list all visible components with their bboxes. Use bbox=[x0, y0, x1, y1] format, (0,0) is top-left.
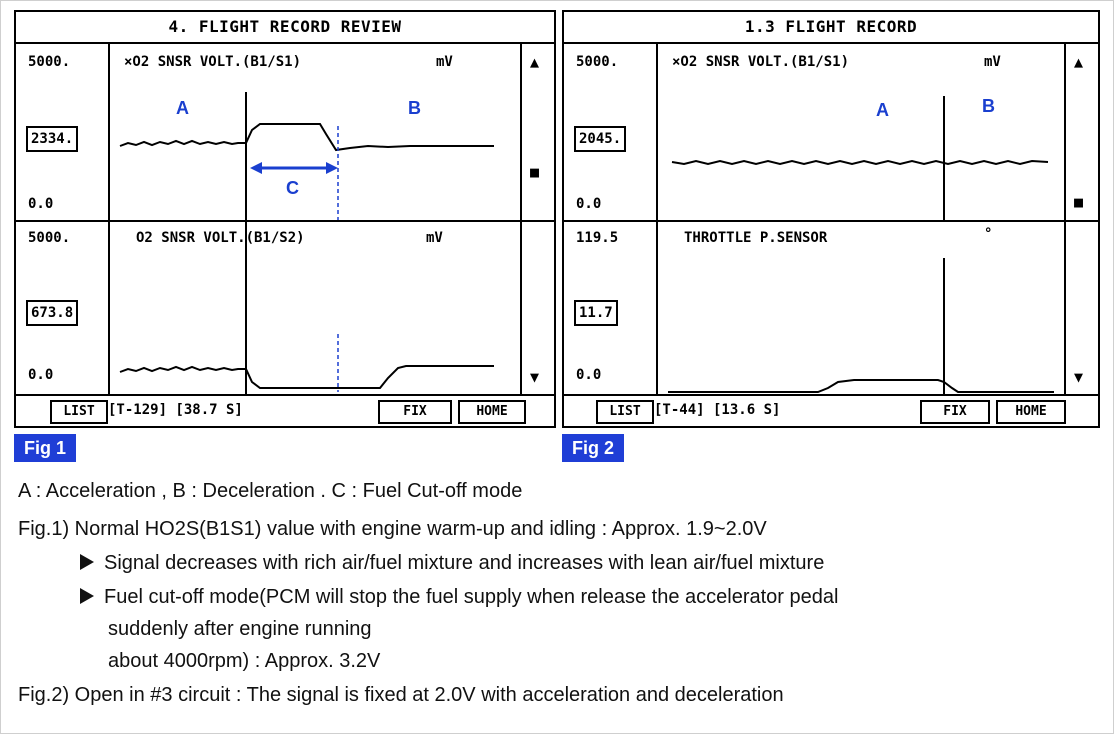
fig1-scrollbar-divider bbox=[520, 44, 522, 394]
fig1-scanner-screen bbox=[14, 10, 556, 428]
fig1-fix-button[interactable]: FIX bbox=[378, 400, 452, 424]
fig1-bullet-fuel-cut-cont2: about 4000rpm) : Approx. 3.2V bbox=[108, 650, 381, 672]
fig2-top-sensor-name: ×O2 SNSR VOLT.(B1/S1) bbox=[672, 54, 850, 70]
fig2-home-button[interactable]: HOME bbox=[996, 400, 1066, 424]
fig2-top-unit: mV bbox=[984, 54, 1001, 70]
fig2-scrollbar-divider bbox=[1064, 44, 1066, 394]
fig2-scanner-screen bbox=[562, 10, 1100, 428]
fig2-scroll-up-icon[interactable]: ▲ bbox=[1074, 53, 1084, 71]
bullet-text: Signal decreases with rich air/fuel mixture and increases with lean air/fuel mixture bbox=[104, 552, 825, 574]
fig1-top-current-value: 2334. bbox=[26, 126, 78, 152]
fig1-bullet-signal bbox=[80, 552, 824, 575]
fig1-screen-title: 4. FLIGHT RECORD REVIEW bbox=[16, 12, 554, 44]
fig2-bottom-sensor-name: THROTTLE P.SENSOR bbox=[684, 230, 828, 246]
fig2-scroll-down-icon[interactable]: ▼ bbox=[1074, 368, 1084, 386]
fig1-description: Fig.1) Normal HO2S(B1S1) value with engine warm-up and idling : Approx. 1.9~2.0V bbox=[18, 518, 767, 540]
fig2-scroll-thumb-icon[interactable]: ■ bbox=[1074, 193, 1084, 211]
fig2-tag: Fig 2 bbox=[562, 434, 624, 462]
fig2-bottom-current-value: 11.7 bbox=[574, 300, 618, 326]
fig2-status-readout: [T-44] [13.6 S] bbox=[654, 402, 781, 418]
fig1-top-sensor-name: ×O2 SNSR VOLT.(B1/S1) bbox=[124, 54, 302, 70]
fig2-description: Fig.2) Open in #3 circuit : The signal is fixed at 2.0V with acceleration and deceleration bbox=[18, 684, 784, 706]
fig2-bottom-min: 0.0 bbox=[576, 367, 602, 383]
bullet-text: Fuel cut-off mode(PCM will stop the fuel supply when release the accelerator pedal bbox=[104, 586, 839, 608]
fig1-top-max: 5000. bbox=[28, 54, 71, 70]
fig2-top-waveform bbox=[658, 72, 1064, 220]
fig1-home-button[interactable]: HOME bbox=[458, 400, 526, 424]
fig1-top-waveform bbox=[110, 72, 520, 220]
fig1-annotation-a: A bbox=[176, 98, 189, 118]
fig1-scroll-up-icon[interactable]: ▲ bbox=[530, 53, 540, 71]
fig2-bottom-max: 119.5 bbox=[576, 230, 619, 246]
fig1-bottom-current-value: 673.8 bbox=[26, 300, 78, 326]
fig2-annotation-b: B bbox=[982, 96, 995, 116]
fig2-fix-button[interactable]: FIX bbox=[920, 400, 990, 424]
fig1-annotation-b: B bbox=[408, 98, 421, 118]
fig1-top-unit: mV bbox=[436, 54, 453, 70]
fig2-top-max: 5000. bbox=[576, 54, 619, 70]
fig2-bottom-waveform bbox=[658, 222, 1064, 394]
fig2-list-button[interactable]: LIST bbox=[596, 400, 654, 424]
fig1-status-readout: [T-129] [38.7 S] bbox=[108, 402, 243, 418]
fig1-list-button[interactable]: LIST bbox=[50, 400, 108, 424]
fig2-annotation-a: A bbox=[876, 100, 889, 120]
fig2-top-min: 0.0 bbox=[576, 196, 602, 212]
fig1-scroll-thumb-icon[interactable]: ■ bbox=[530, 163, 540, 181]
fig1-bottom-max: 5000. bbox=[28, 230, 71, 246]
fig1-top-min: 0.0 bbox=[28, 196, 54, 212]
fig1-bottom-waveform bbox=[110, 222, 520, 394]
legend-line: A : Acceleration , B : Deceleration . C : Fuel Cut-off mode bbox=[18, 480, 523, 502]
fig1-scroll-down-icon[interactable]: ▼ bbox=[530, 368, 540, 386]
fig2-bottom-unit: ° bbox=[984, 226, 993, 242]
fig1-bottom-min: 0.0 bbox=[28, 367, 54, 383]
fig2-screen-title: 1.3 FLIGHT RECORD bbox=[564, 12, 1098, 44]
bullet-arrow-icon bbox=[80, 588, 94, 604]
fig2-top-current-value: 2045. bbox=[574, 126, 626, 152]
fig1-annotation-c: C bbox=[286, 178, 299, 198]
bullet-arrow-icon bbox=[80, 554, 94, 570]
fig2-footer-divider bbox=[564, 394, 1098, 396]
fig1-footer-divider bbox=[16, 394, 554, 396]
fig1-bottom-sensor-name: O2 SNSR VOLT.(B1/S2) bbox=[136, 230, 305, 246]
fig1-bottom-unit: mV bbox=[426, 230, 443, 246]
fig1-tag: Fig 1 bbox=[14, 434, 76, 462]
fig1-bullet-fuel-cut-cont1: suddenly after engine running bbox=[108, 618, 372, 640]
fig1-bullet-fuel-cut bbox=[80, 586, 838, 609]
